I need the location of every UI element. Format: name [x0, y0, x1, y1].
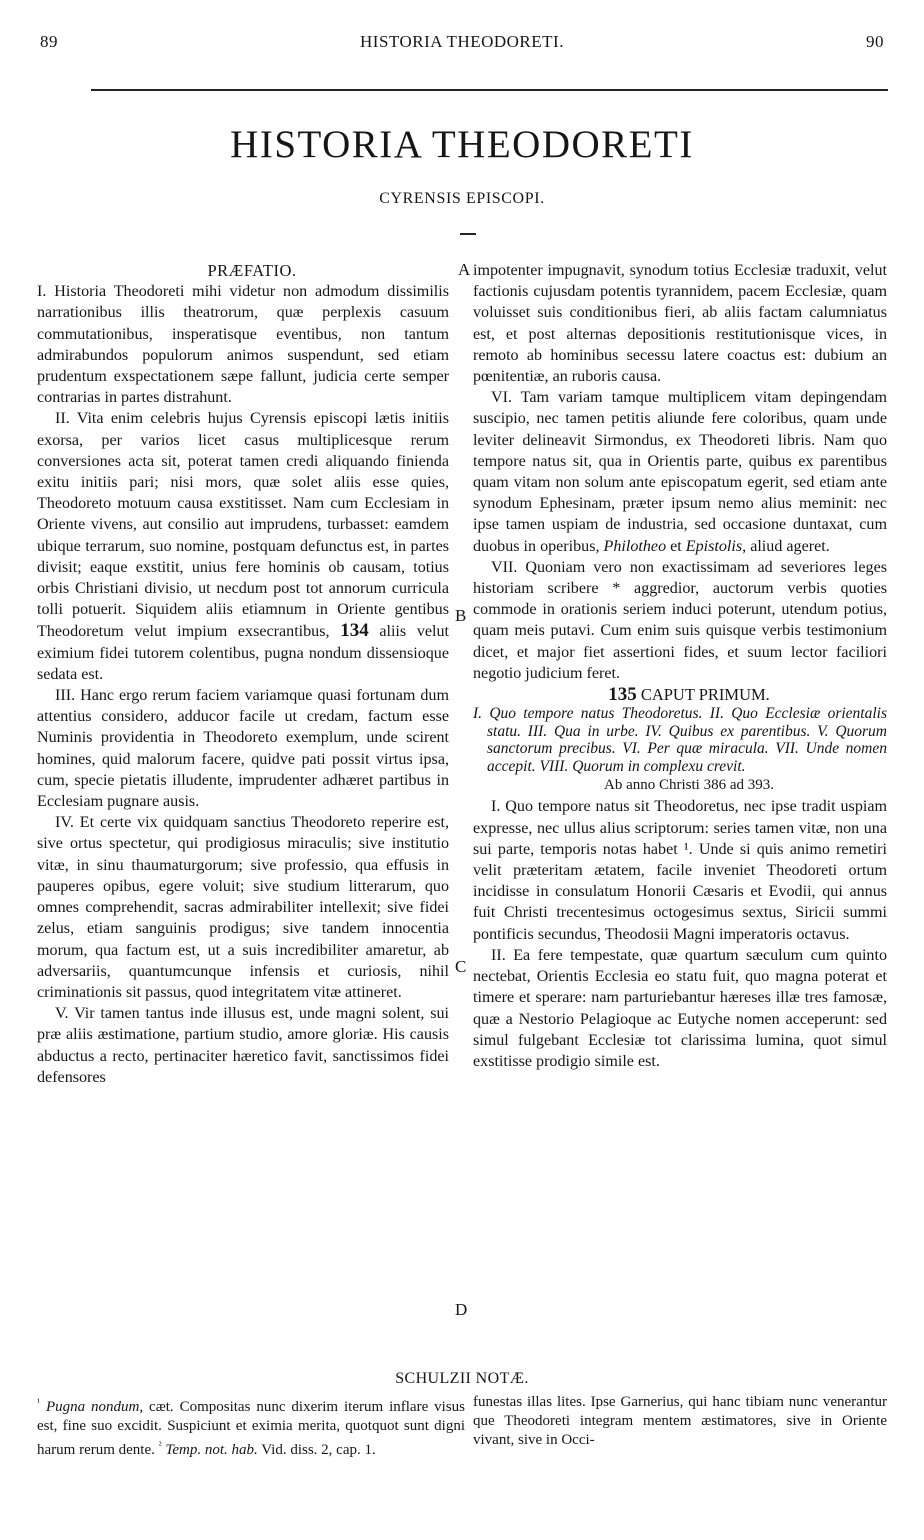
chapter-paragraph-1: I. Quo tempore natus sit Theodoretus, nec ipse tradit uspiam expresse, nec ullus alius scriptorum: series tamen vitæ, non una sui parte, temporis notas habet ¹. Unde si quis animo remetiri velit præteritam ætatem, facile inveniet Theodoreti ortum incidisse in consulatum Honorii Cæsaris et Evodii, qui annus fuit Christi trecentesimus octogesimus sextus, Siricii summi pontificis secundus, Theodosii Magni imperatoris octavus. [473, 798, 887, 943]
chapter-column-number: 135 [608, 684, 637, 706]
main-title: HISTORIA THEODORETI [230, 123, 694, 166]
running-title: HISTORIA THEODORETI. [360, 32, 564, 51]
footnote-1-lemma: Pugna nondum [45, 1399, 140, 1415]
paragraph-6-text-b: , aliud ageret. [742, 537, 830, 555]
chapter-years: Ab anno Christi 386 ad 393. [604, 777, 774, 794]
paragraph-2-text-b: aliis velut eximium fidei tutorem colentibus, pugna nondum dissensioque sedata est. [37, 623, 449, 683]
footnote-2-text: Vid. diss. 2, cap. 1. [257, 1442, 376, 1458]
section-heading: PRÆFATIO. [207, 261, 297, 280]
footnotes-right [473, 1393, 887, 1450]
margin-marker-b: B [455, 606, 467, 625]
paragraph-6-text-a: VI. Tam variam tamque multiplicem vitam depingendam suscipio, nec tamen petitis aliunde fere coloribus, quam unde leviter delineavit Sirmondus, ex Theodoreti libris. Nam quo tempore natus sit, qua in Orientis parte, quibus ex parentibus quam vitam non solum ante episcopatum egerit, sed etiam ante synodum Ephesinam, præter ipsum nemo alius meminit: nec ipse tamen uspiam de industria, sed occasione duntaxat, cum duobus in operibus, [473, 389, 887, 555]
paragraph-6-italic-1: Philotheo [603, 537, 667, 555]
chapter-heading [473, 684, 887, 705]
paragraph-7: VII. Quoniam vero non exactissimam ad severiores leges historiam scribere * aggredior, auctorum verbis quoties commode in orationis seriem induci poterunt, utendum potius, quam meis putavi. Cum enim suis quisque verbis testimonium dicet, et major fiet assertioni fides, et suum lector faciliori negotio judicium feret. [473, 558, 887, 682]
chapter-title: CAPUT PRIMUM. [640, 685, 770, 705]
page-number-right: 90 [866, 32, 884, 51]
footnote-right-text: funestas illas lites. Ipse Garnerius, qui hanc tibiam nunc venerantur que Theodoreti integram mentem æstimatores, sive in Oriente vivant, sive in Occi- [473, 1394, 887, 1448]
chapter-summary: I. Quo tempore natus Theodoretus. II. Quo Ecclesiæ orientalis statu. III. Qua in urbe. IV. Quibus ex parentibus. V. Quorum sanctorum precibus. VI. Per quæ miracula. VII. Unde nomen accepit. VIII. Quorum in complexu crevit. [473, 705, 887, 775]
column-number: 134 [340, 620, 369, 642]
footnote-2-lemma: Temp. not. hab. [165, 1442, 258, 1458]
page-number-left: 89 [40, 32, 58, 51]
subtitle: CYRENSIS EPISCOPI. [379, 190, 545, 207]
footnotes-left [37, 1393, 465, 1460]
right-column [473, 260, 887, 1072]
title-dash [460, 233, 476, 235]
paragraph-6-mid: et [666, 537, 686, 555]
running-head [40, 32, 884, 58]
paragraph-2 [37, 408, 449, 685]
margin-marker-c: C [455, 957, 467, 976]
paragraph-3: III. Hanc ergo rerum faciem variamque quasi fortunam dum attentius considero, adducor facile ut credam, factum esse Numinis providentia in Theodoreto exemplum, unde scirent homines, quid malorum facere, quidve pati possit virtus ipsa, cum, specie pietatis illudente, imprudenter adhæret partibus in Ecclesiam pugnare ausis. [37, 687, 449, 811]
margin-marker-d: D [455, 1300, 468, 1319]
paragraph-5: V. Vir tamen tantus inde illusus est, unde magni solent, sui præ aliis æstimatione, partium studio, amore gloriæ. His causis abductus a recto, pertinaciter hæretico favit, sanctissimos fidei defensores [37, 1005, 449, 1086]
footnote-1-number: ¹ [37, 1397, 40, 1408]
footnote-1-text: , cæt. Compositas nunc dixerim iterum inflare visus est, fine suo excidit. Suspiciunt et eximia merita, quotquot sunt digni harum rerum dente. [37, 1399, 466, 1458]
margin-marker-a: A [458, 260, 471, 279]
paragraph-1: I. Historia Theodoreti mihi videtur non admodum dissimilis narrationibus illis theatrorum, quæ perplexis casuum commutationibus, insperatisque eventibus, non tantum admirabundos populorum animos suspendunt, sed etiam prudentum exspectationem sæpe fallunt, judicia certe semper contrarias in partes distrahunt. [37, 283, 449, 407]
left-column [37, 260, 449, 1088]
footnote-2-number: ² [158, 1440, 162, 1451]
notes-heading: SCHULZII NOTÆ. [395, 1370, 529, 1387]
paragraph-6 [473, 387, 887, 557]
paragraph-2-text-a: II. Vita enim celebris hujus Cyrensis episcopi lætis initiis exorsa, per varios licet casus multiplicesque rerum conversiones acta sit, poterat tamen credi aliquando finienda exitu initiis pari; nisi mors, quæ solet aliis esse quies, Theodoreto motuum causa exstitisset. Nam cum Ecclesiam in Oriente vivens, aut consilio aut imprudens, turbasset: eamdem ubique terrarum, suo nomine, postquam defunctus est, in partes divisit; eaque exstitit, unius fere hominis ob causam, totius orbis Christiani divisio, ut necdum post tot annorum curricula tolli potuerit. Siquidem aliis etiamnum in Oriente gentibus Theodoretum velut impium exsecrantibus, [37, 410, 449, 641]
paragraph-5-continued: impotenter impugnavit, synodum totius Ecclesiæ traduxit, velut factionis cujusdam potentis tyrannidem, pacem Ecclesiæ, quam voluisset suis conditionibus fieri, ab aliis factam calumniatus est, et post alternas depositionis restitutionisque vices, in remoto ab hominibus secessu latere coactus est: dubium an pœnitentiæ, an ruboris causa. [473, 262, 887, 386]
chapter-paragraph-2: II. Ea fere tempestate, quæ quartum sæculum cum quinto nectebat, Orientis Ecclesia eo statu fuit, quo magna poterat et timere et sperare: nam parturiebantur hæreses illæ tres famosæ, quæ a Nestorio Pelagioque ac Eutyche nomen acceperunt: sed simul fulgebant Ecclesiæ tot clarissima lumina, quot simul exstitisse prodigio simile est. [473, 946, 887, 1070]
header-rule [91, 89, 888, 91]
paragraph-4: IV. Et certe vix quidquam sanctius Theodoreto reperire est, sive ortus spectetur, qui prodigiosus miraculis; sive institutio vitæ, in sinu thaumaturgorum; sive professio, qua effusis in pauperes opibus, egere voluit; sive studium litterarum, quo omnes comprehendit, sacras admirabiliter intellexit; sive fidei zelus, etiam sanguinis prodigus; sive tandem innocentia morum, qua factum est, ut a suis incredibiliter amaretur, ab adversariis, quantumcunque infensis et curiosis, nihil criminationis sit passus, quod integritatem vitæ attineret. [37, 814, 449, 1001]
paragraph-6-italic-2: Epistolis [685, 537, 743, 555]
footnote-1 [37, 1393, 465, 1460]
